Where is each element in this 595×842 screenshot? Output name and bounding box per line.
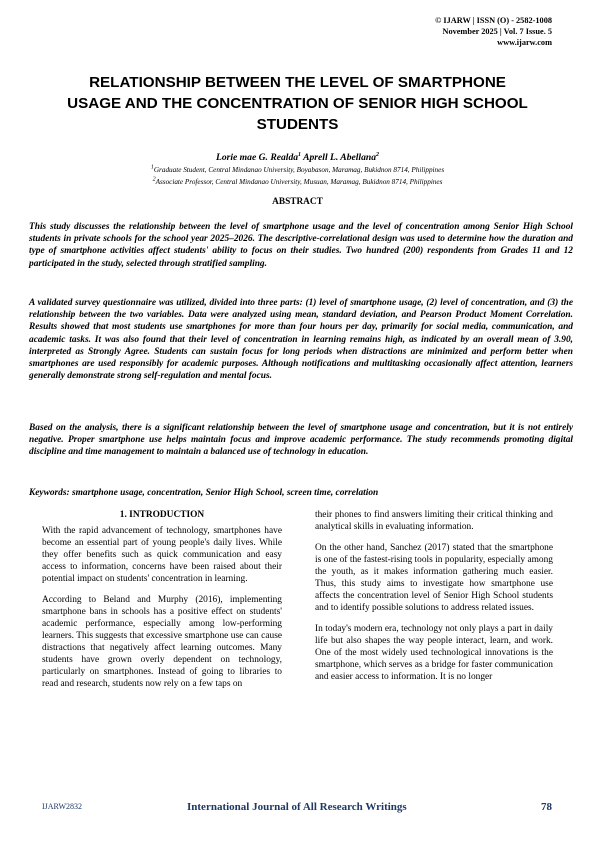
author-2-name: Aprell L. Abellana [301,152,377,163]
affiliation-2-superscript: 2 [152,176,156,183]
left-column [42,509,282,699]
body-paragraph: On the other hand, Sanchez (2017) stated that the smartphone is one of the fastest-rising tools in popularity, especially among the youth, as it makes information gathering much easier. Thus, this study aims to investigate how smartphone use affects the concentration level of Senior High School students and to identify possible solutions to address related issues. [315,543,553,613]
author-1-name: Lorie mae G. Realda [215,152,299,163]
body-paragraph: their phones to find answers limiting their critical thinking and analytical skills in evaluating information. [315,510,553,532]
author-line [0,152,595,163]
footer-paper-code: IJARW2832 [42,802,82,811]
keywords-line: Keywords: smartphone usage, concentration, Senior High School, screen time, correlation [29,488,379,498]
right-column [315,509,553,692]
body-paragraph: According to Beland and Murphy (2016), implementing smartphone bans in schools has a positive effect on students' academic performance, especially among low-performing learners. This suggests that excessive smartphone use can cause distractions that negatively affect learning outcomes. Many students have grown overly dependent on technology, particularly on smartphones. Instead of going to libraries to read and research, students now rely on a few taps on [42,595,282,689]
footer-page-number: 78 [541,801,552,813]
paper-title: RELATIONSHIP BETWEEN THE LEVEL OF SMARTPHONE USAGE AND THE CONCENTRATION OF SENIOR HIGH SCHOOL STUDENTS [67,74,528,133]
author-1-superscript: 1 [298,151,302,158]
body-paragraph: In today's modern era, technology not only plays a part in daily life but also shapes the way people interact, learn, and work. One of the most widely used technological innovations is the smartphone, which serves as a bridge for faster communication and easier access to information. It is no longer [315,624,553,682]
author-2-superscript: 2 [376,151,380,158]
body-paragraph: With the rapid advancement of technology, smartphones have become an essential part of young people's daily lives. While they offer benefits such as quick communication and easy access to information, concerns have been raised about their potential impact on students' concentration in learning. [42,526,282,584]
abstract-paragraph: A validated survey questionnaire was utilized, divided into three parts: (1) level of smartphone usage, (2) level of concentration, and (3) the relationship between the two variables. Data were analyzed using mean, standard deviation, and Pearson Product Moment Correlation. Results showed that most students use smartphones for more than four hours per day, primarily for social media, communication, and academic tasks. It was also found that their level of concentration in learning remains high, as indicated by an overall mean of 3.90, interpreted as Strongly Agree. Students can sustain focus for long periods when distractions are minimized and perform better when smartphones are used responsibly for academic purposes. Although notifications and multitasking occasionally affect attention, learners generally demonstrate strong self-regulation and mental focus. [29,298,573,382]
header-website-line: www.ijarw.com [497,38,552,47]
abstract-paragraph: This study discusses the relationship between the level of smartphone usage and the level of concentration among Senior High School students in private schools for the school year 2025–2026. The descriptive-correlational design was used to determine how the duration and type of smartphone activities affect students' ability to focus on their studies. Two hundred (200) respondents from Grades 11 and 12 participated in the study, selected through stratified sampling. [29,222,573,269]
abstract-paragraph: Based on the analysis, there is a significant relationship between the level of smartphone usage and concentration, but it is not entirely negative. Proper smartphone use helps maintain focus and improve academic performance. The study recommends promoting digital discipline and time management to maintain a balanced use of technology in education. [29,423,573,458]
introduction-heading: 1. INTRODUCTION [119,510,205,520]
footer-journal-name: International Journal of All Research Writings [187,801,407,813]
affiliation-2 [0,178,595,186]
header-issue-line: November 2025 | Vol. 7 Issue. 5 [442,27,552,36]
journal-header-meta [435,15,552,48]
affiliation-1-text: Graduate Student, Central Mindanao University, Boyabason, Maramag, Bukidnon 8714, Philippines [153,166,445,174]
affiliation-1-superscript: 1 [150,164,154,171]
header-copyright-line: © IJARW | ISSN (O) - 2582-1008 [435,16,552,25]
affiliation-2-text: Associate Professor, Central Mindanao University, Musuan, Maramag, Bukidnon 8714, Philippines [155,178,443,186]
abstract-heading: ABSTRACT [272,197,323,207]
affiliation-1 [0,166,595,174]
